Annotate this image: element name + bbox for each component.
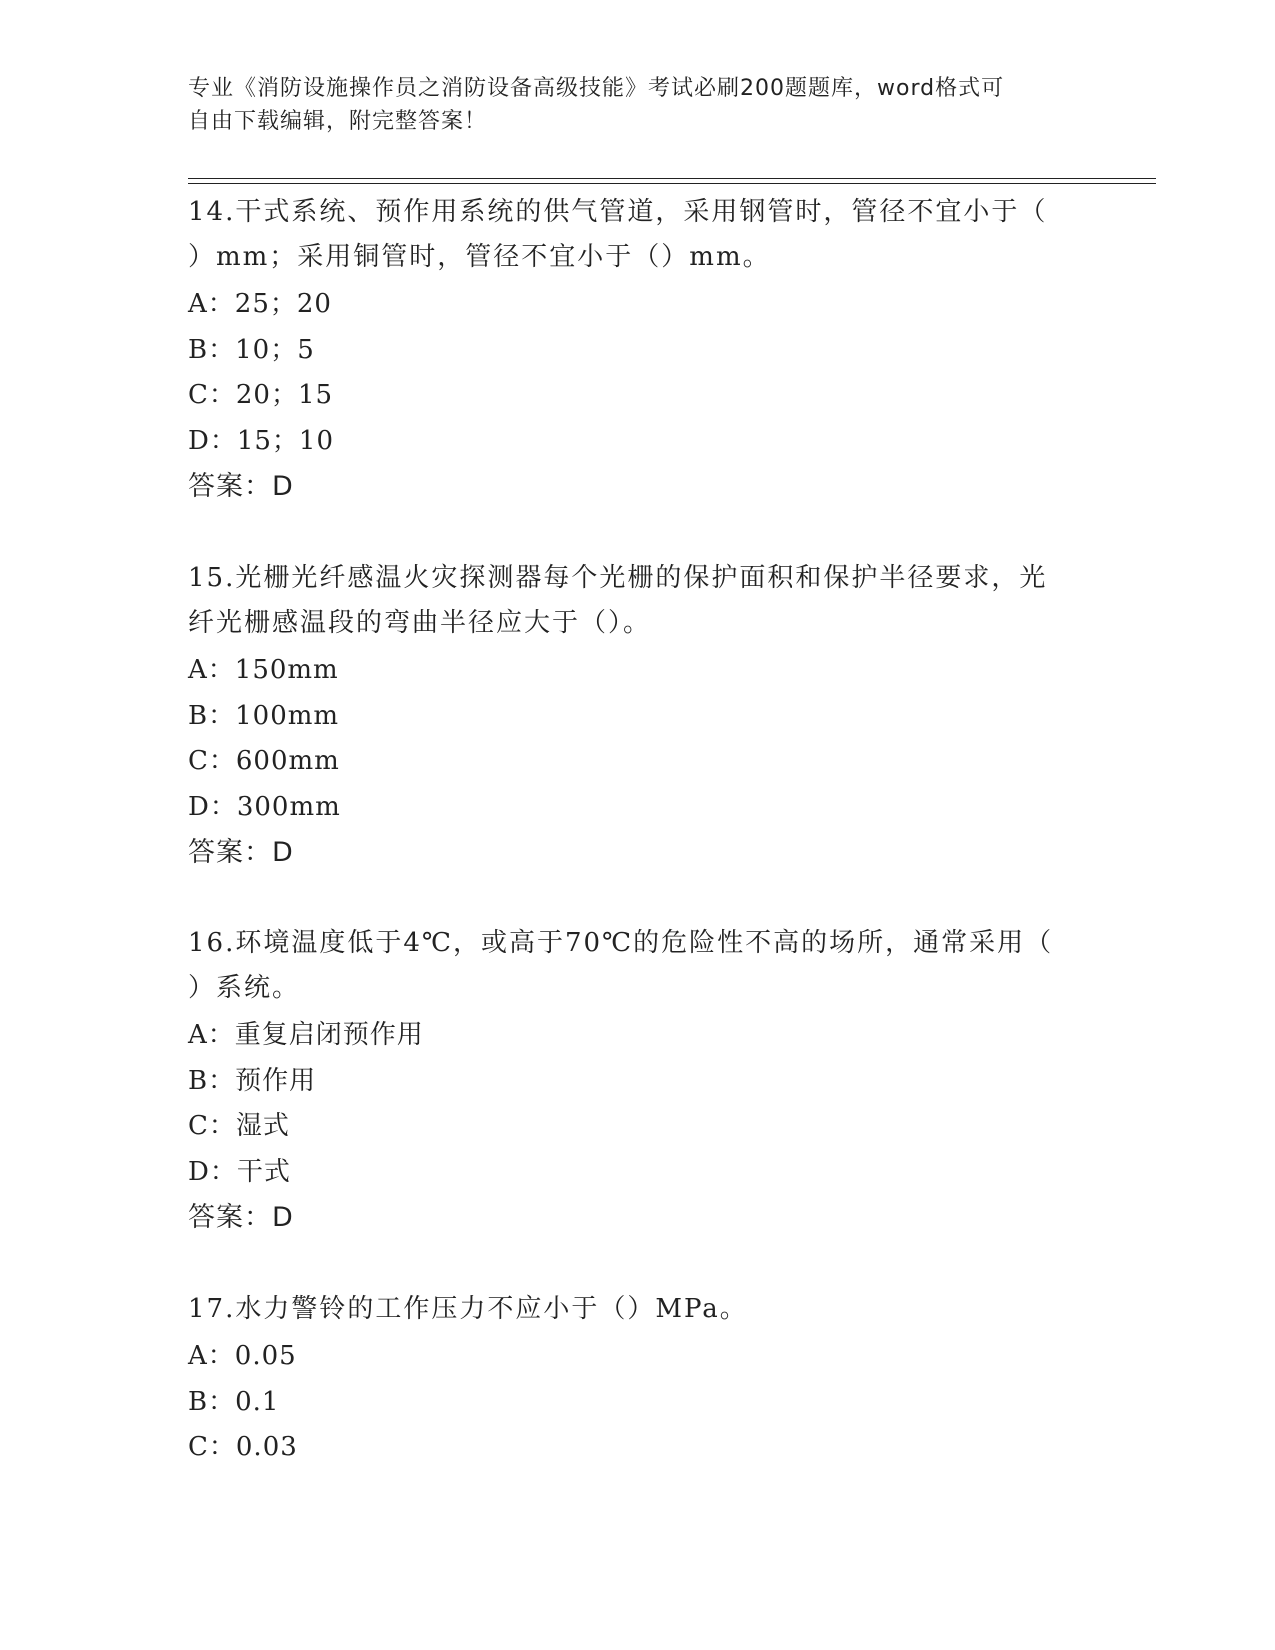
header-line-2: 自由下载编辑，附完整答案！ bbox=[188, 109, 488, 134]
answer: 答案：D bbox=[188, 837, 294, 868]
question-stem-line-2: ）系统。 bbox=[188, 973, 301, 1003]
question-16 bbox=[188, 921, 1088, 1240]
option-d: D：300mm bbox=[188, 791, 341, 822]
answer: 答案：D bbox=[188, 1202, 294, 1233]
option-a: A：0.05 bbox=[188, 1341, 297, 1371]
option-c: C：湿式 bbox=[188, 1111, 290, 1141]
question-14 bbox=[188, 190, 1088, 509]
question-stem-line-1: 15.光栅光纤感温火灾探测器每个光栅的保护面积和保护半径要求，光 bbox=[188, 563, 1048, 593]
question-stem bbox=[188, 1287, 1088, 1332]
option-b: B：100mm bbox=[188, 700, 340, 731]
option-c: C：0.03 bbox=[188, 1432, 298, 1462]
question-stem-line-1: 14.干式系统、预作用系统的供气管道，采用钢管时，管径不宜小于（ bbox=[188, 197, 1048, 227]
header-line-1: 专业《消防设施操作员之消防设备高级技能》考试必刷200题题库，word格式可 bbox=[188, 76, 1005, 101]
question-stem-line-2: ）mm；采用铜管时，管径不宜小于（）mm。 bbox=[188, 242, 771, 272]
answer: 答案：D bbox=[188, 471, 294, 502]
question-stem bbox=[188, 190, 1088, 280]
option-a: A：25；20 bbox=[188, 289, 332, 319]
question-stem bbox=[188, 556, 1088, 646]
question-stem-line-1: 17.水力警铃的工作压力不应小于（）MPa。 bbox=[188, 1294, 748, 1324]
option-a: A：重复启闭预作用 bbox=[188, 1020, 424, 1050]
option-c: C：20；15 bbox=[188, 380, 334, 410]
option-d: D：15；10 bbox=[188, 425, 335, 456]
header-divider-top bbox=[188, 178, 1156, 179]
question-stem-line-2: 纤光栅感温段的弯曲半径应大于（）。 bbox=[188, 608, 652, 638]
question-stem bbox=[188, 921, 1088, 1011]
header-divider-bottom bbox=[188, 183, 1156, 184]
option-c: C：600mm bbox=[188, 746, 340, 776]
option-b: B：0.1 bbox=[188, 1386, 280, 1417]
option-d: D：干式 bbox=[188, 1156, 291, 1187]
document-header bbox=[188, 72, 1088, 138]
option-b: B：预作用 bbox=[188, 1065, 317, 1096]
question-17 bbox=[188, 1287, 1088, 1471]
option-a: A：150mm bbox=[188, 655, 339, 685]
question-15 bbox=[188, 556, 1088, 875]
question-stem-line-1: 16.环境温度低于4℃，或高于70℃的危险性不高的场所，通常采用（ bbox=[188, 928, 1054, 958]
option-b: B：10；5 bbox=[188, 334, 315, 365]
